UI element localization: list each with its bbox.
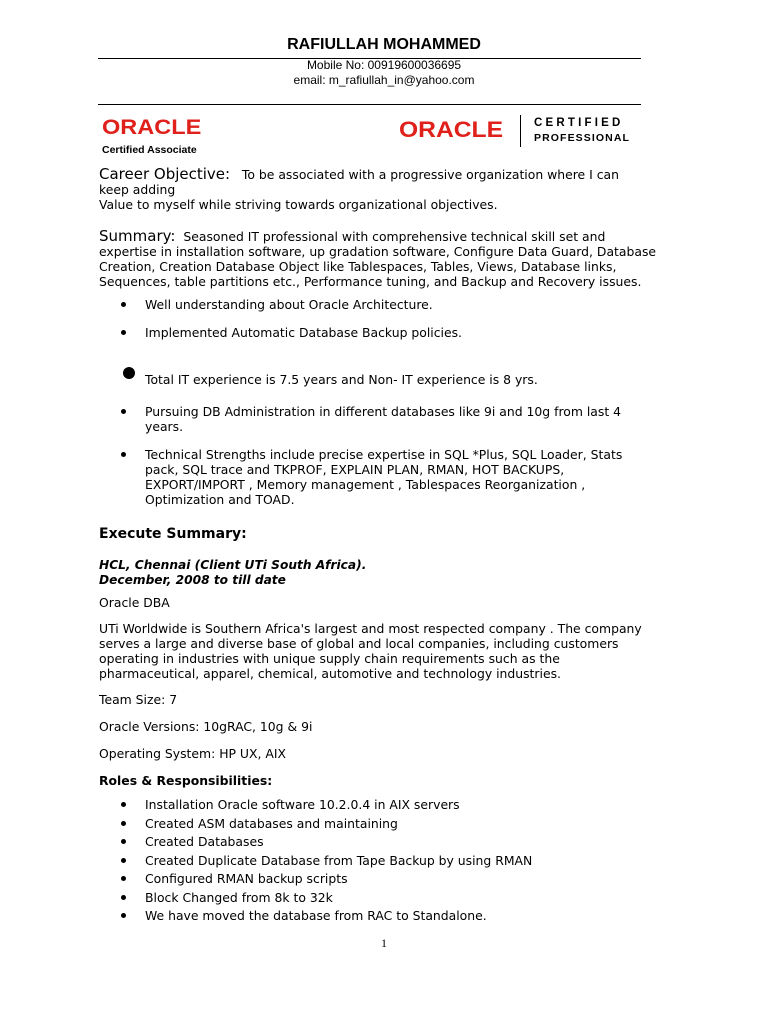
bullet-icon [121, 895, 126, 900]
bullet-icon [121, 913, 126, 918]
summary-bullet-4-line-1: Pursuing DB Administration in different databases like 9i and 10g from last 4 [145, 404, 622, 419]
team-size: Team Size: 7 [99, 692, 178, 707]
bullet-icon [121, 858, 126, 863]
summary-bullet-4-line-2: years. [145, 419, 184, 434]
career-objective-section [99, 167, 659, 212]
summary-bullet-1: Well understanding about Oracle Architecture. [145, 297, 433, 312]
summary-bullet-2: Implemented Automatic Database Backup policies. [145, 325, 462, 340]
summary-bullet-4 [145, 404, 645, 434]
job-role: Oracle DBA [99, 595, 170, 610]
role-item-1: Installation Oracle software 10.2.0.4 in AIX servers [145, 797, 460, 812]
summary-line-1: Seasoned IT professional with comprehensive technical skill set and [183, 229, 606, 244]
bullet-icon [121, 821, 126, 826]
email-address: email: m_rafiullah_in@yahoo.com [293, 73, 475, 87]
summary-bullet-3: Total IT experience is 7.5 years and Non- IT experience is 8 yrs. [145, 372, 538, 387]
summary-heading: Summary: [99, 227, 176, 245]
role-item-5: Configured RMAN backup scripts [145, 871, 348, 886]
summary-bullet-5 [145, 447, 645, 507]
execute-summary-heading: Execute Summary: [99, 526, 247, 542]
summary-line-4: Sequences, table partitions etc., Performance tuning, and Backup and Recovery issues. [99, 274, 642, 289]
role-item-7: We have moved the database from RAC to Standalone. [145, 908, 487, 923]
summary-bullet-5-line-2: pack, SQL trace and TKPROF, EXPLAIN PLAN, RMAN, HOT BACKUPS, [145, 462, 565, 477]
summary-bullet-5-line-3: EXPORT/IMPORT , Memory management , Tablespaces Reorganization , [145, 477, 586, 492]
employer-company: HCL, Chennai (Client UTi South Africa). [99, 558, 367, 572]
company-desc-line-1: UTi Worldwide is Southern Africa's largest and most respected company . The company [99, 621, 642, 636]
summary-bullet-5-line-4: Optimization and TOAD. [145, 492, 295, 507]
operating-system: Operating System: HP UX, AIX [99, 746, 286, 761]
career-objective-heading: Career Objective: [99, 165, 231, 183]
certified-associate-label: Certified Associate [102, 144, 197, 156]
company-desc-line-4: pharmaceutical, apparel, chemical, automotive and technology industries. [99, 666, 561, 681]
summary-section [99, 229, 659, 289]
candidate-name: RAFIULLAH MOHAMMED [287, 36, 481, 53]
role-item-3: Created Databases [145, 834, 264, 849]
professional-label: PROFESSIONAL [534, 132, 631, 144]
bullet-icon [121, 876, 126, 881]
company-desc-line-3: operating in industries with unique supply chain requirements such as the [99, 651, 560, 666]
bullet-icon [121, 302, 126, 307]
objective-text-1: To be associated with a progressive organization where I can [241, 167, 619, 182]
logo-separator [520, 115, 521, 147]
oracle-versions: Oracle Versions: 10gRAC, 10g & 9i [99, 719, 313, 734]
employment-period: December, 2008 to till date [99, 572, 286, 587]
summary-line-2: expertise in installation software, up gradation software, Configure Data Guard, Database [99, 244, 657, 259]
mobile-number: Mobile No: 00919600036695 [306, 58, 462, 72]
objective-text-3: Value to myself while striving towards organizational objectives. [99, 197, 498, 212]
bullet-icon [121, 452, 126, 457]
oracle-logo-right: ORACLE [399, 117, 504, 142]
summary-bullet-5-line-1: Technical Strengths include precise expertise in SQL *Plus, SQL Loader, Stats [145, 447, 623, 462]
role-item-6: Block Changed from 8k to 32k [145, 890, 333, 905]
roles-heading: Roles & Responsibilities: [99, 773, 273, 788]
page-number: 1 [381, 936, 387, 950]
bullet-icon [121, 839, 126, 844]
role-item-2: Created ASM databases and maintaining [145, 816, 398, 831]
bullet-icon [121, 409, 126, 414]
role-item-4: Created Duplicate Database from Tape Backup by using RMAN [145, 853, 533, 868]
employer-details [99, 558, 659, 587]
company-description [99, 621, 659, 681]
objective-text-2: keep adding [99, 182, 176, 197]
summary-line-3: Creation, Creation Database Object like Tablespaces, Tables, Views, Database links, [99, 259, 617, 274]
contact-divider [98, 104, 641, 105]
bullet-icon [121, 802, 126, 807]
bullet-icon [123, 367, 135, 379]
company-desc-line-2: serves a large and diverse base of global and local companies, including customers [99, 636, 619, 651]
certified-label: CERTIFIED [534, 117, 624, 129]
bullet-icon [121, 330, 126, 335]
oracle-logo-left: ORACLE [102, 116, 202, 139]
